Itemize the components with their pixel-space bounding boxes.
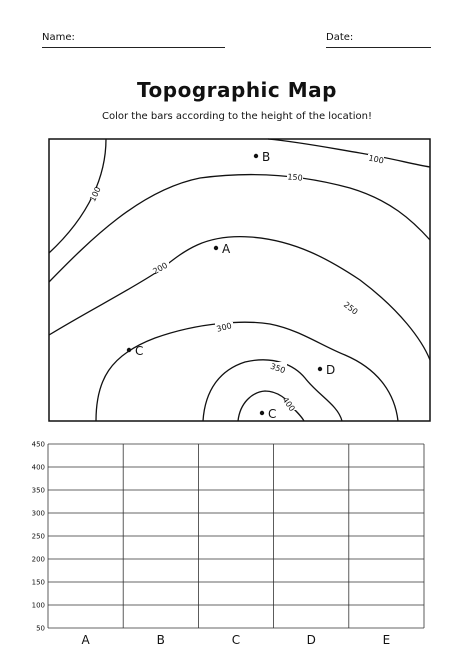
contour-150 [49,175,430,282]
column-label-d: D [306,633,316,647]
contour-label-350: 350 [269,361,287,376]
point-a-label: A [222,242,231,256]
point-c-left-dot [127,348,131,352]
point-b-label: B [262,150,271,164]
point-c-peak-label: C [268,407,277,421]
y-axis-ticks [32,441,45,633]
column-label-b: B [156,633,165,647]
y-tick-label: 400 [31,463,45,472]
point-d-label: D [326,363,336,377]
contour-label-100-left: 100 [88,185,103,204]
contour-100-right [268,139,430,167]
y-tick-label: 100 [31,601,45,610]
x-axis-labels [81,633,390,647]
y-tick-label: 450 [31,440,45,449]
contour-label-250: 250 [341,300,360,317]
point-b-dot [254,154,258,158]
point-d-dot [318,367,322,371]
contour-label-100-right: 100 [367,153,385,166]
contour-label-200: 200 [151,260,170,277]
page-title: Topographic Map [137,78,337,102]
y-tick-label: 150 [31,578,45,587]
contour-300 [96,322,398,421]
column-label-a: A [81,633,90,647]
bar-chart-grid [48,444,424,628]
point-a-dot [214,246,218,250]
y-tick-label: 50 [36,624,45,633]
column-label-c: C [231,633,241,647]
y-tick-label: 250 [31,532,45,541]
y-tick-label: 200 [31,555,45,564]
instructions: Color the bars according to the height of the location! [102,111,372,122]
point-c-left-label: C [135,344,144,358]
contour-label-150: 150 [287,172,304,183]
name-label: Name: [42,32,75,43]
column-label-e: E [382,633,391,647]
y-tick-label: 300 [31,509,45,518]
map-frame [49,139,430,421]
contour-label-400: 400 [280,395,297,414]
date-label: Date: [326,32,354,43]
contour-200-250 [49,237,430,360]
y-tick-label: 350 [31,486,45,495]
contour-label-300: 300 [215,321,233,334]
point-c-peak-dot [260,411,264,415]
